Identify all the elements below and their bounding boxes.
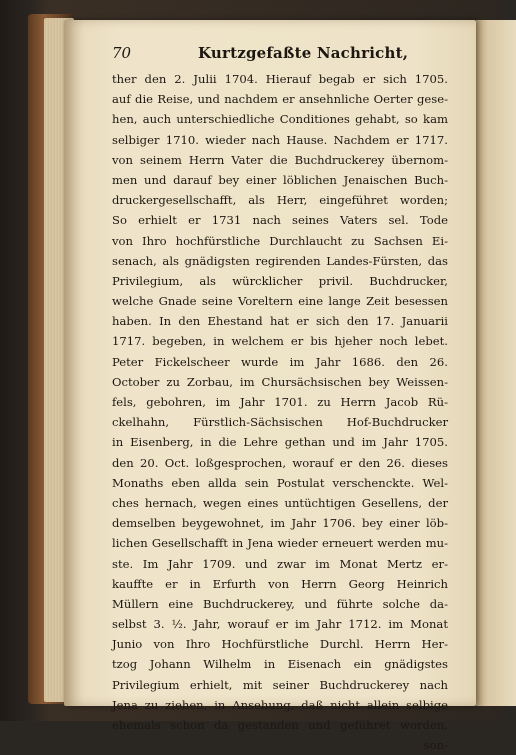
running-head: Kurtzgefaßte Nachricht, — [198, 44, 409, 62]
text-line: lichen Gesellschafft in Jena wieder erneuert werden mu- — [112, 536, 448, 551]
text-line: ther den 2. Julii 1704. Hierauf begab er sich 1705. — [112, 72, 448, 86]
text-line: hen, auch unterschiedliche Conditiones gehabt, so kam — [112, 112, 448, 127]
text-line: ehemals schon da gestanden und geführet worden, — [112, 718, 448, 732]
text-line: Jena zu ziehen, in Ansehung, daß nicht allein selbige — [112, 697, 448, 712]
text-line: Junio von Ihro Hochfürstliche Durchl. Herrn Her- — [112, 637, 448, 652]
page-number: 70 — [112, 44, 132, 62]
text-line: druckergesellschafft, als Herr, eingeführet worden; — [112, 193, 448, 208]
text-line: in Eisenberg, in die Lehre gethan und im Jahr 1705. — [112, 435, 448, 450]
text-line: auf die Reise, und nachdem er ansehnliche Oerter gese- — [112, 92, 448, 107]
text-line: Privilegium erhielt, mit seiner Buchdruckerey nach — [112, 677, 448, 692]
text-line: ches hernach, wegen eines untüchtigen Gesellens, der — [112, 495, 448, 510]
catchword: son- — [423, 738, 448, 753]
text-line: den 20. Oct. loßgesprochen, worauf er den 26. dieses — [112, 455, 448, 470]
page-header — [112, 42, 462, 66]
text-line: tzog Johann Wilhelm in Eisenach ein gnädigstes — [112, 657, 448, 672]
text-line: ckelhahn, Fürstlich-Sächsischen Hof-Buchdrucker — [112, 415, 448, 430]
text-line: kauffte er in Erfurth von Herrn Georg Heinrich — [112, 576, 448, 591]
text-line: Peter Fickelscheer wurde im Jahr 1686. den 26. — [112, 354, 448, 369]
text-line: von Ihro hochfürstliche Durchlaucht zu Sachsen Ei- — [112, 233, 448, 248]
text-line: Müllern eine Buchdruckerey, und führte solche da- — [112, 596, 448, 611]
page-body — [112, 69, 448, 755]
facing-page-edge — [476, 20, 516, 706]
text-line: haben. In den Ehestand hat er sich den 17. Januarii — [112, 314, 448, 329]
text-line: demselben beygewohnet, im Jahr 1706. bey einer löb- — [112, 516, 448, 531]
text-line: von seinem Herrn Vater die Buchdruckerey übernom- — [112, 152, 448, 167]
text-line: selbst 3. ½. Jahr, worauf er im Jahr 1712. im Monat — [112, 617, 448, 632]
text-line: Monaths eben allda sein Postulat verschenckte. Wel- — [112, 475, 448, 490]
text-line: ste. Im Jahr 1709. und zwar im Monat Mertz er- — [112, 556, 448, 571]
text-line: senach, als gnädigsten regirenden Landes-Fürsten, das — [112, 253, 448, 268]
text-line: So erhielt er 1731 nach seines Vaters sel. Tode — [112, 213, 448, 228]
text-line: Privilegium, als würcklicher privil. Buchdrucker, — [112, 273, 448, 288]
text-line: men und darauf bey einer löblichen Jenaischen Buch- — [112, 172, 448, 187]
text-line: October zu Zorbau, im Chursächsischen bey Weissen- — [112, 374, 448, 389]
text-line: fels, gebohren, im Jahr 1701. zu Herrn Jacob Rü- — [112, 395, 448, 409]
text-line: 1717. begeben, in welchem er bis hjeher noch lebet. — [112, 334, 448, 349]
text-line: selbiger 1710. wieder nach Hause. Nachdem er 1717. — [112, 132, 448, 147]
text-line: welche Gnade seine Voreltern eine lange Zeit besessen — [112, 294, 448, 309]
